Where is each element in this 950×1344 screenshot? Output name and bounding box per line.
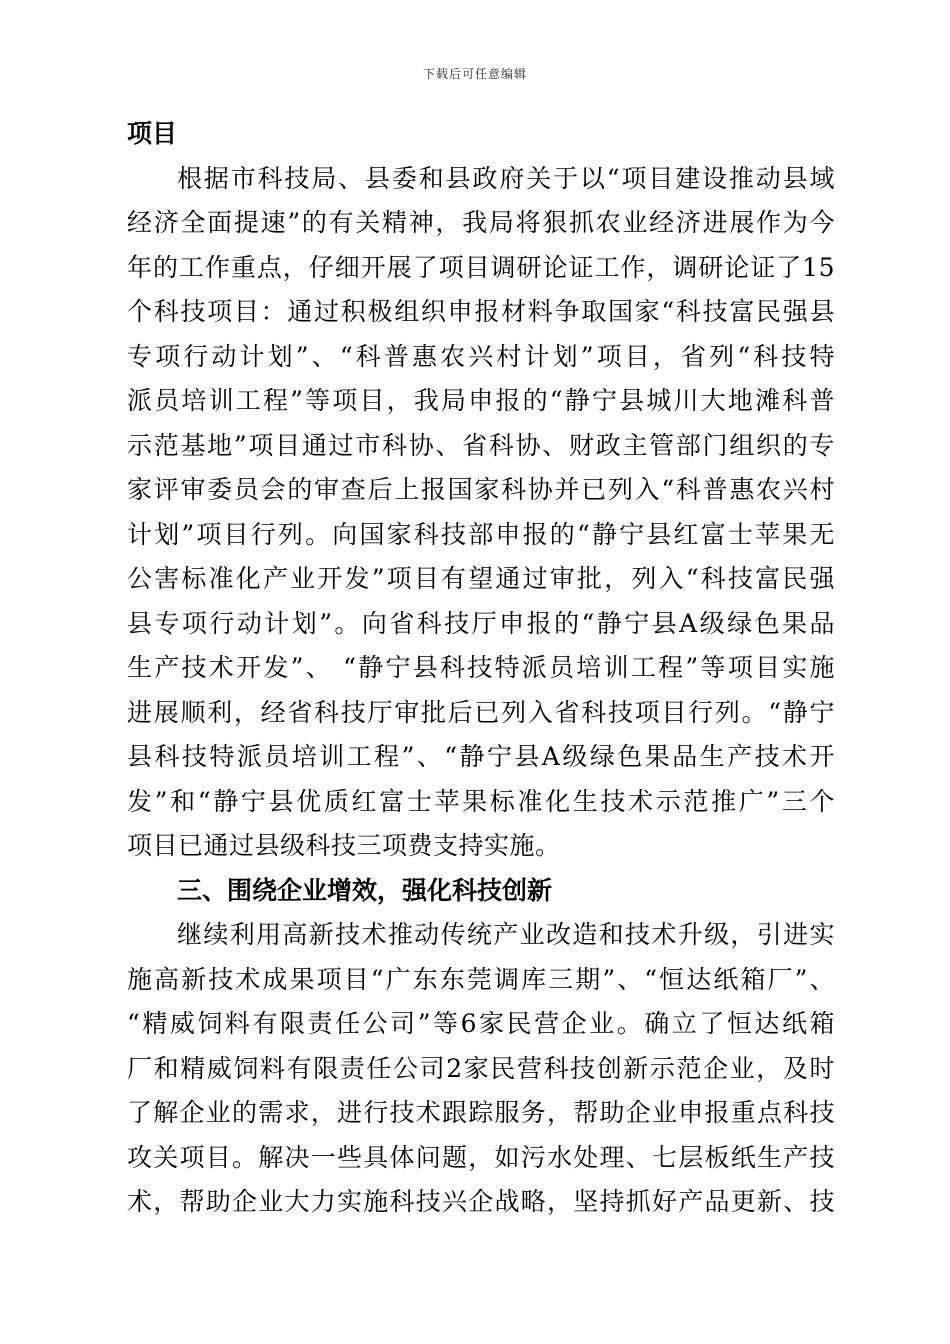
paragraph-line: 进展顺利，经省科技厅审批后已列入省科技项目行列。“静宁 <box>127 697 835 727</box>
paragraph-line: 经济全面提速”的有关精神，我局将狠抓农业经济进展作为今 <box>127 208 835 237</box>
paragraph-line: 年的工作重点，仔细开展了项目调研论证工作，调研论证了15 <box>127 252 835 282</box>
paragraph-line: 公害标准化产业开发”项目有望通过审批，列入“科技富民强 <box>127 564 835 593</box>
section-heading-project: 项目 <box>127 119 178 148</box>
paragraph-line: 继续利用高新技术推动传统产业改造和技术升级，引进实 <box>177 920 835 949</box>
paragraph-line: 根据市科技局、县委和县政府关于以“项目建设推动县域 <box>177 163 835 193</box>
paragraph-line: 了解企业的需求，进行技术跟踪服务，帮助企业申报重点科技 <box>127 1098 835 1127</box>
paragraph-line: 施高新技术成果项目“广东东莞调库三期”、“恒达纸箱厂”、 <box>127 964 835 994</box>
paragraph-line: “精威饲料有限责任公司”等6家民营企业。确立了恒达纸箱 <box>127 1009 835 1038</box>
paragraph-line: 发”和“静宁县优质红富士苹果标准化生技术示范推广”三个 <box>127 786 835 816</box>
paragraph-line: 计划”项目行列。向国家科技部申报的“静宁县红富士苹果无 <box>127 519 835 549</box>
paragraph-line: 个科技项目：通过积极组织申报材料争取国家“科技富民强县 <box>127 297 835 326</box>
section-heading-enterprise: 三、围绕企业增效，强化科技创新 <box>177 875 553 905</box>
paragraph-line: 示范基地”项目通过市科协、省科协、财政主管部门组织的专 <box>127 430 835 460</box>
paragraph-line: 县科技特派员培训工程”、“静宁县A级绿色果品生产技术开 <box>127 742 835 771</box>
paragraph-line: 项目已通过县级科技三项费支持实施。 <box>127 831 561 860</box>
paragraph-line: 厂和精威饲料有限责任公司2家民营科技创新示范企业，及时 <box>127 1053 835 1083</box>
paragraph-enterprise <box>127 913 835 1225</box>
paragraph-line: 生产技术开发”、 “静宁县科技特派员培训工程”等项目实施 <box>127 653 835 682</box>
header-note: 下载后可任意编辑 <box>422 67 527 81</box>
paragraph-line: 派员培训工程”等项目，我局申报的“静宁县城川大地滩科普 <box>127 386 835 415</box>
paragraph-line: 专项行动计划”、“科普惠农兴村计划”项目，省列“科技特 <box>127 341 835 371</box>
paragraph-line: 术，帮助企业大力实施科技兴企战略，坚持抓好产品更新、技 <box>127 1187 835 1216</box>
paragraph-projects <box>127 157 835 869</box>
paragraph-line: 家评审委员会的审查后上报国家科协并已列入“科普惠农兴村 <box>127 475 835 504</box>
document-body <box>127 112 835 1225</box>
paragraph-line: 县专项行动计划”。向省科技厅申报的“静宁县A级绿色果品 <box>127 608 835 638</box>
paragraph-line: 攻关项目。解决一些具体问题，如污水处理、七层板纸生产技 <box>127 1142 835 1172</box>
